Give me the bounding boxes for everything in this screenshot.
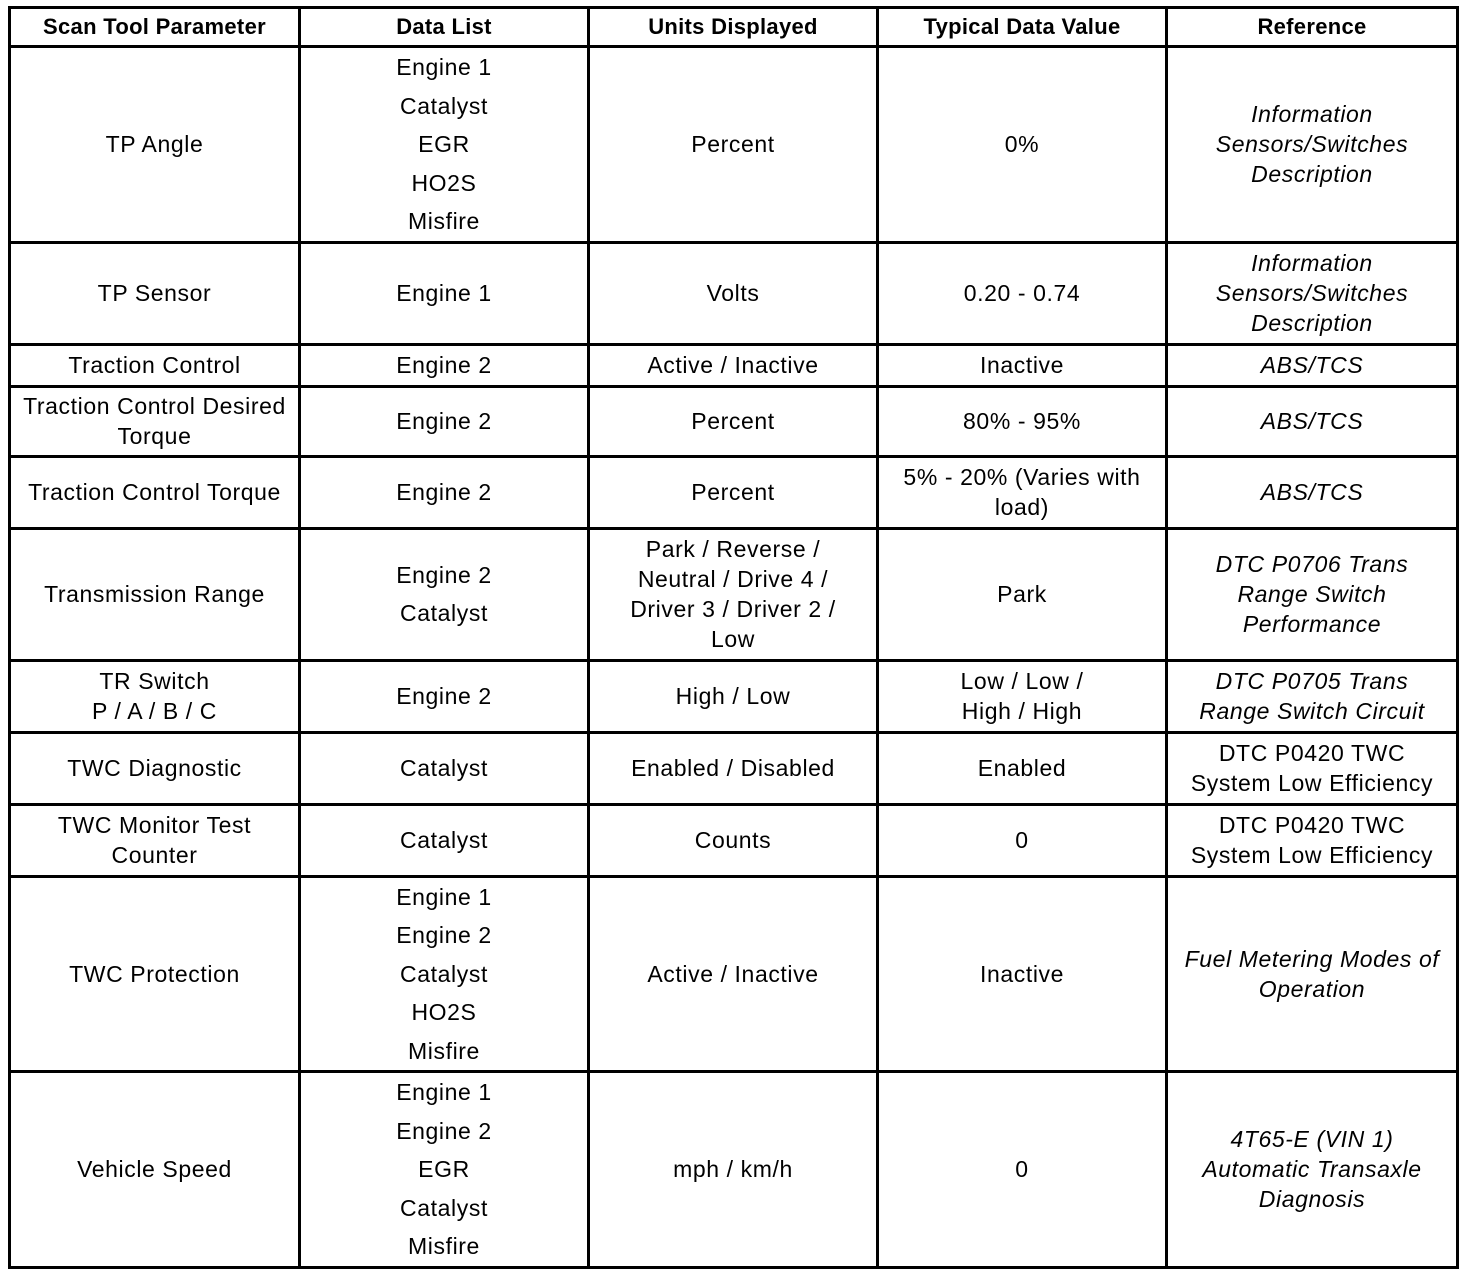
data-list-cell (300, 528, 589, 660)
reference-cell (1167, 732, 1458, 804)
typical-value-line: Enabled (977, 755, 1067, 781)
data-list-cell (300, 804, 589, 876)
units-line: Active / Inactive (647, 960, 819, 987)
header-row (10, 8, 1458, 47)
units-cell (589, 344, 878, 386)
data-list-cell (300, 344, 589, 386)
parameter-cell (10, 528, 300, 660)
data-list-line: EGR (418, 131, 470, 157)
typical-value-cell (878, 456, 1167, 528)
typical-value-line: Inactive (979, 960, 1065, 987)
data-list-cell (300, 660, 589, 732)
data-list-line: Engine 2 (396, 479, 492, 505)
reference-line: Description (1251, 161, 1373, 188)
reference-cell (1167, 242, 1458, 344)
data-list-cell (300, 1072, 589, 1268)
typical-value-line: High / High (961, 698, 1083, 724)
reference-cell (1167, 660, 1458, 732)
typical-value-line: 80% - 95% (963, 408, 1081, 434)
reference-line: DTC P0420 TWC (1218, 812, 1406, 838)
units-line: Low (711, 626, 755, 652)
parameter-cell (10, 732, 300, 804)
typical-value-line: 0 (1015, 1156, 1029, 1183)
header-scan-tool-parameter: Scan Tool Parameter (10, 8, 300, 47)
reference-line: Sensors/Switches (1215, 131, 1409, 158)
reference-line: Information (1251, 250, 1373, 276)
data-list-line: Engine 2 (396, 922, 492, 948)
scan-tool-data-table (8, 6, 1459, 1269)
reference-cell (1167, 456, 1458, 528)
typical-value-line: 0.20 - 0.74 (963, 280, 1081, 306)
units-cell (589, 1072, 878, 1268)
header-reference: Reference (1167, 8, 1458, 47)
typical-value-line: load) (994, 494, 1050, 520)
typical-value-line: 0 (1015, 827, 1029, 853)
reference-line: Diagnosis (1258, 1186, 1366, 1213)
typical-value-line: 5% - 20% (Varies with (903, 464, 1141, 490)
reference-cell (1167, 876, 1458, 1072)
typical-value-cell (878, 1072, 1167, 1268)
typical-value-cell (878, 804, 1167, 876)
reference-cell (1167, 344, 1458, 386)
header-units-displayed: Units Displayed (589, 8, 878, 47)
units-cell (589, 528, 878, 660)
parameter-line: Torque (117, 423, 192, 449)
reference-line: Range Switch (1237, 581, 1387, 607)
reference-cell (1167, 528, 1458, 660)
table-row (10, 456, 1458, 528)
reference-line: 4T65-E (VIN 1) (1230, 1126, 1394, 1153)
data-list-line: Catalyst (400, 92, 488, 119)
data-list-cell (300, 456, 589, 528)
reference-cell (1167, 47, 1458, 243)
reference-line: ABS/TCS (1260, 479, 1364, 505)
typical-value-line: Park (997, 581, 1047, 607)
parameter-cell (10, 456, 300, 528)
units-line: mph / km/h (673, 1156, 793, 1183)
parameter-line: Vehicle Speed (77, 1156, 232, 1183)
reference-line: Sensors/Switches (1215, 280, 1409, 306)
parameter-line: Counter (111, 842, 198, 868)
parameter-cell (10, 242, 300, 344)
data-list-line: Catalyst (400, 1194, 488, 1221)
units-cell (589, 660, 878, 732)
reference-cell (1167, 1072, 1458, 1268)
data-list-line: Engine 2 (396, 352, 492, 378)
units-line: Enabled / Disabled (631, 755, 835, 781)
units-line: Park / Reverse / (645, 536, 821, 562)
units-line: Active / Inactive (647, 352, 819, 378)
reference-line: Performance (1242, 611, 1382, 637)
table-row (10, 876, 1458, 1072)
data-list-line: Misfire (408, 208, 480, 234)
typical-value-cell (878, 242, 1167, 344)
units-cell (589, 732, 878, 804)
reference-line: DTC P0420 TWC (1218, 740, 1406, 766)
data-list-line: EGR (418, 1156, 470, 1182)
reference-line: DTC P0705 Trans (1215, 668, 1409, 694)
parameter-cell (10, 804, 300, 876)
reference-cell (1167, 386, 1458, 456)
reference-line: DTC P0706 Trans (1215, 551, 1409, 577)
data-list-line: Misfire (408, 1037, 480, 1064)
units-line: Volts (706, 280, 760, 306)
table-row (10, 1072, 1458, 1268)
parameter-cell (10, 876, 300, 1072)
table-row (10, 242, 1458, 344)
parameter-line: TWC Monitor Test (57, 812, 252, 838)
table-row (10, 344, 1458, 386)
reference-line: Operation (1258, 975, 1366, 1002)
typical-value-cell (878, 344, 1167, 386)
reference-line: System Low Efficiency (1190, 770, 1434, 796)
parameter-line: Traction Control Desired (23, 393, 286, 419)
data-list-line: Engine 2 (396, 561, 492, 588)
typical-value-line: 0% (1004, 131, 1040, 158)
typical-value-cell (878, 732, 1167, 804)
reference-cell (1167, 804, 1458, 876)
reference-line: Description (1251, 310, 1373, 336)
data-list-cell (300, 386, 589, 456)
data-list-line: Catalyst (400, 600, 488, 626)
data-list-cell (300, 242, 589, 344)
data-list-cell (300, 876, 589, 1072)
parameter-cell (10, 1072, 300, 1268)
units-cell (589, 242, 878, 344)
parameter-line: Traction Control Torque (28, 479, 281, 505)
units-line: Percent (691, 408, 775, 434)
parameter-line: TWC Diagnostic (67, 755, 242, 781)
table-row (10, 528, 1458, 660)
typical-value-line: Inactive (979, 352, 1065, 378)
parameter-cell (10, 660, 300, 732)
header-data-list: Data List (300, 8, 589, 47)
units-line: High / Low (675, 683, 791, 709)
data-list-line: Catalyst (400, 960, 488, 987)
data-list-line: Engine 2 (396, 683, 492, 709)
table-row (10, 386, 1458, 456)
typical-value-cell (878, 876, 1167, 1072)
parameter-line: Traction Control (68, 352, 241, 378)
header-typical-data-value: Typical Data Value (878, 8, 1167, 47)
data-list-line: Engine 2 (396, 1117, 492, 1144)
typical-value-line: Low / Low / (960, 668, 1084, 694)
units-line: Counts (694, 827, 772, 853)
parameter-line: P / A / B / C (92, 698, 217, 724)
data-list-line: Misfire (408, 1233, 480, 1259)
data-list-cell (300, 732, 589, 804)
data-list-line: Engine 2 (396, 408, 492, 434)
data-list-line: Engine 1 (396, 280, 492, 306)
units-line: Percent (691, 479, 775, 505)
reference-line: System Low Efficiency (1190, 842, 1434, 868)
table-row (10, 732, 1458, 804)
data-list-cell (300, 47, 589, 243)
parameter-line: Transmission Range (44, 581, 265, 607)
units-line: Percent (691, 131, 775, 158)
units-cell (589, 876, 878, 1072)
table-row (10, 660, 1458, 732)
table-row (10, 47, 1458, 243)
reference-line: Automatic Transaxle (1202, 1156, 1422, 1183)
parameter-line: TWC Protection (69, 960, 240, 987)
parameter-line: TP Sensor (97, 280, 212, 306)
units-line: Driver 3 / Driver 2 / (630, 596, 836, 622)
table-row (10, 804, 1458, 876)
data-list-line: Catalyst (400, 755, 488, 781)
typical-value-cell (878, 386, 1167, 456)
data-list-line: Engine 1 (396, 883, 492, 910)
parameter-cell (10, 344, 300, 386)
data-list-line: Engine 1 (396, 54, 492, 80)
reference-line: Information (1251, 101, 1373, 128)
table-body (10, 47, 1458, 1268)
reference-line: ABS/TCS (1260, 408, 1364, 434)
data-list-line: HO2S (411, 169, 477, 196)
units-line: Neutral / Drive 4 / (637, 566, 829, 592)
reference-line: Fuel Metering Modes of (1184, 945, 1440, 972)
reference-line: Range Switch Circuit (1199, 698, 1425, 724)
parameter-cell (10, 386, 300, 456)
units-cell (589, 456, 878, 528)
parameter-cell (10, 47, 300, 243)
parameter-line: TP Angle (105, 131, 204, 158)
units-cell (589, 804, 878, 876)
data-list-line: Engine 1 (396, 1079, 492, 1105)
typical-value-cell (878, 528, 1167, 660)
data-list-line: HO2S (411, 999, 477, 1025)
parameter-line: TR Switch (99, 668, 210, 694)
reference-line: ABS/TCS (1260, 352, 1364, 378)
typical-value-cell (878, 660, 1167, 732)
units-cell (589, 47, 878, 243)
data-list-line: Catalyst (400, 827, 488, 853)
units-cell (589, 386, 878, 456)
typical-value-cell (878, 47, 1167, 243)
